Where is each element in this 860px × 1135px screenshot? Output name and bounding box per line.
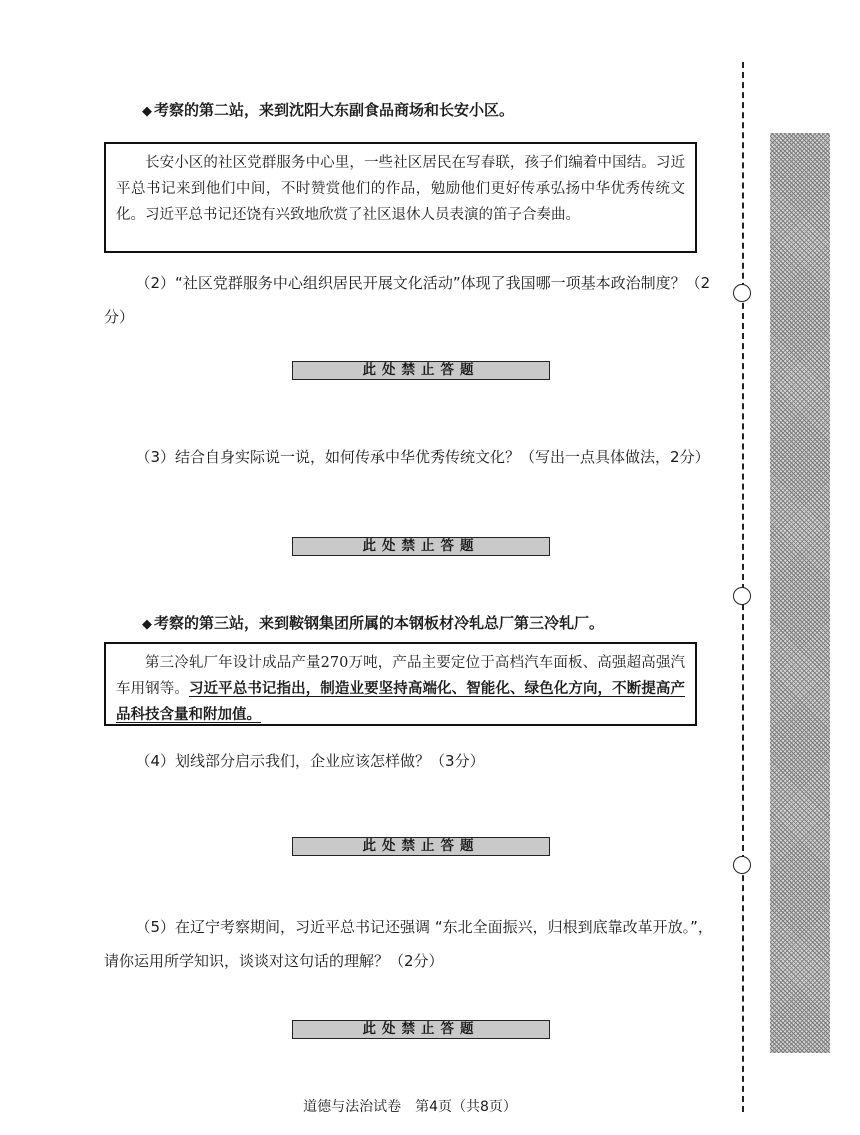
question-4-text: （4）划线部分启示我们，企业应该怎样做？（3分） bbox=[135, 752, 485, 770]
question-3 bbox=[104, 440, 716, 474]
page-footer: 道德与法治试卷 第4页（共8页） bbox=[303, 1099, 517, 1115]
binding-hole-2 bbox=[733, 587, 751, 605]
stop2-material-text: 长安小区的社区党群服务中心里，一些社区居民在写春联，孩子们编着中国结。习近平总书记来到他们中间，不时赞赏他们的作品，勉励他们更好传承弘扬中华优秀传统文化。习近平总书记还饶有兴致地欣赏了社区退休人员表演的笛子合奏曲。 bbox=[116, 155, 685, 223]
question-2-text: （2）“社区党群服务中心组织居民开展文化活动”体现了我国哪一项基本政治制度？（2分） bbox=[104, 274, 711, 326]
stop3-material-underlined: 习近平总书记指出，制造业要坚持高端化、智能化、绿色化方向，不断提高产品科技含量和附加值。 bbox=[116, 680, 686, 723]
binding-hole-3 bbox=[733, 856, 751, 874]
question-3-text: （3）结合自身实际说一说，如何传承中华优秀传统文化？（写出一点具体做法，2分） bbox=[135, 448, 710, 466]
binding-hole-1 bbox=[733, 284, 751, 302]
stop3-material-box bbox=[104, 642, 697, 726]
question-5-text: （5）在辽宁考察期间，习近平总书记还强调 “东北全面振兴，归根到底靠改革开放。”，请你运用所学知识，谈谈对这句话的理解？（2分） bbox=[104, 918, 713, 970]
stop3-material-text bbox=[116, 650, 685, 728]
stop3-heading bbox=[142, 612, 604, 633]
no-answer-zone-3: 此处禁止答题 bbox=[292, 837, 550, 856]
question-5 bbox=[104, 910, 716, 978]
scan-edge-pattern bbox=[770, 133, 830, 1053]
stop3-material-plain: 第三冷轧厂年设计成品产量270万吨，产品主要定位于高档汽车面板、高强超高强汽车用钢等。 bbox=[116, 655, 685, 697]
stop2-material-box bbox=[104, 142, 697, 253]
diamond-icon: ◆ bbox=[142, 104, 152, 119]
diamond-icon: ◆ bbox=[142, 617, 152, 632]
question-4 bbox=[104, 744, 716, 778]
no-answer-zone-2: 此处禁止答题 bbox=[292, 537, 550, 556]
stop2-heading bbox=[142, 99, 514, 120]
stop2-heading-text: 考察的第二站，来到沈阳大东副食品商场和长安小区。 bbox=[154, 101, 515, 119]
stop3-heading-text: 考察的第三站，来到鞍钢集团所属的本钢板材冷轧总厂第三冷轧厂。 bbox=[154, 614, 605, 632]
no-answer-zone-4: 此处禁止答题 bbox=[292, 1020, 550, 1039]
question-2 bbox=[104, 266, 716, 334]
no-answer-zone-1: 此处禁止答题 bbox=[292, 361, 550, 380]
